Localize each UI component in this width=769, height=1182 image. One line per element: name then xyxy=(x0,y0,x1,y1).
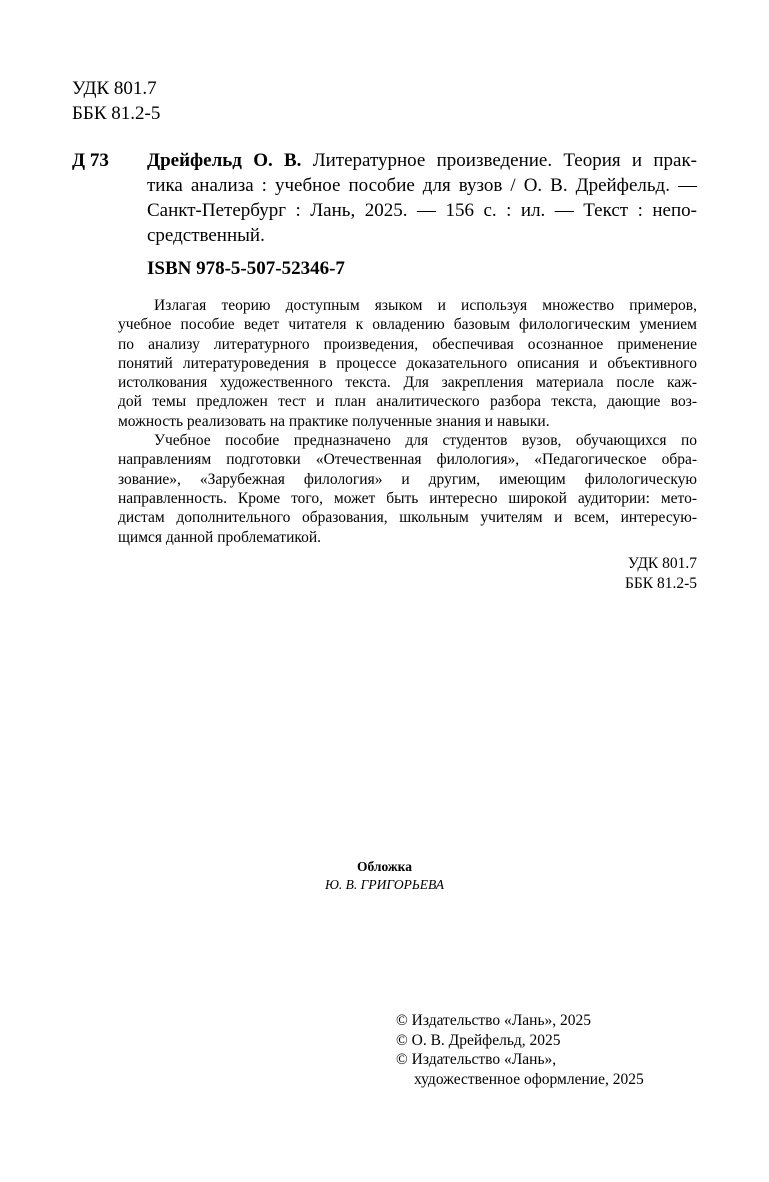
copyright-block xyxy=(396,1011,644,1089)
author-name: Дрейфельд О. В. xyxy=(147,150,302,171)
copyright-line: © О. В. Дрейфельд, 2025 xyxy=(396,1031,561,1049)
udk-code-right: УДК 801.7 xyxy=(627,555,697,572)
biblio-line xyxy=(147,148,697,173)
abstract-line: зование», «Зарубежная филология» и другим, имеющим филологическую xyxy=(118,470,697,488)
abstract-line: можность реализовать на практике полученные знания и навыки. xyxy=(118,412,550,430)
abstract-line: дой темы предложен тест и план аналитического разбора текста, дающие воз- xyxy=(118,393,697,411)
abstract-line: истолкования художественного текста. Для закрепления материала после каж- xyxy=(118,374,697,392)
bibliographic-record xyxy=(147,148,697,248)
copyright-line: © Издательство «Лань», 2025 xyxy=(396,1012,592,1029)
copyright-line: © Издательство «Лань», xyxy=(396,1051,557,1068)
abstract-line: направлениям подготовки «Отечественная филология», «Педагогическое обра- xyxy=(118,451,697,469)
cover-label: Обложка xyxy=(356,859,412,874)
abstract-line: понятий литературоведения в процессе доказательного описания и объективного xyxy=(118,354,697,372)
classification-right xyxy=(625,554,697,593)
cover-designer: Ю. В. ГРИГОРЬЕВА xyxy=(324,877,445,892)
biblio-line: средственный. xyxy=(147,225,265,246)
abstract-line: Излагая теорию доступным языком и используя множество примеров, xyxy=(154,297,697,314)
abstract-line: дистам дополнительного образования, школьным учителям и всем, интересую- xyxy=(118,509,697,527)
bbk-code-right: ББК 81.2-5 xyxy=(624,574,697,592)
biblio-line: Санкт-Петербург : Лань, 2025. — 156 с. : ил. — Текст : непо- xyxy=(147,200,697,221)
abstract xyxy=(118,296,697,547)
classification-block xyxy=(72,76,160,126)
udk-code: УДК 801.7 xyxy=(72,78,157,99)
bbk-code: ББК 81.2-5 xyxy=(72,103,161,124)
abstract-line: учебное пособие ведет читателя к овладению базовым филологическим умением xyxy=(118,316,697,334)
title-text: Литературное произведение. Теория и прак- xyxy=(301,150,698,171)
abstract-line: по анализу литературного произведения, обеспечивая осознанное применение xyxy=(118,335,697,353)
author-mark: Д 73 xyxy=(72,150,109,171)
biblio-line: тика анализа : учебное пособие для вузов / О. В. Дрейфельд. — xyxy=(147,175,697,196)
copyright-line: художественное оформление, 2025 xyxy=(414,1070,644,1088)
abstract-line: щимся данной проблематикой. xyxy=(118,528,322,546)
cover-credit xyxy=(0,858,769,894)
abstract-line: направленность. Кроме того, может быть интересно широкой аудитории: мето- xyxy=(118,489,697,507)
isbn: ISBN 978-5-507-52346-7 xyxy=(147,258,345,279)
abstract-line: Учебное пособие предназначено для студентов вузов, обучающихся по xyxy=(154,432,697,450)
